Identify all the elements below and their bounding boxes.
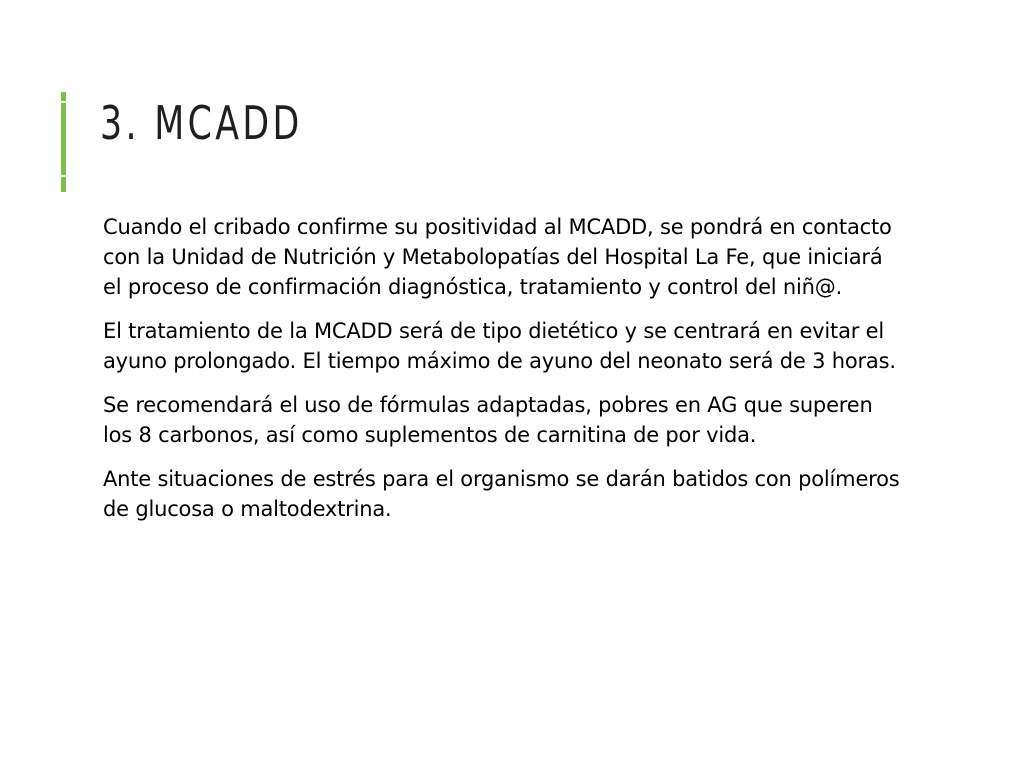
slide-title: 3. MCADD [100,96,303,150]
body-paragraph-4: Ante situaciones de estrés para el organismo se darán batidos con polímeros de glucosa o maltodextrina. [103,467,900,521]
body-paragraph-3: Se recomendará el uso de fórmulas adaptadas, pobres en AG que superen los 8 carbonos, así como suplementos de carnitina de por vida. [103,393,873,447]
title-accent-bar [61,92,66,192]
slide-body [103,212,903,538]
body-paragraph-1: Cuando el cribado confirme su positividad al MCADD, se pondrá en contacto con la Unidad de Nutrición y Metabolopatías del Hospital La Fe, que iniciará el proceso de confirmación diagnóstica, tratamiento y control del niñ@. [103,215,892,299]
body-paragraph-2: El tratamiento de la MCADD será de tipo dietético y se centrará en evitar el ayuno prolongado. El tiempo máximo de ayuno del neonato será de 3 horas. [103,319,896,373]
